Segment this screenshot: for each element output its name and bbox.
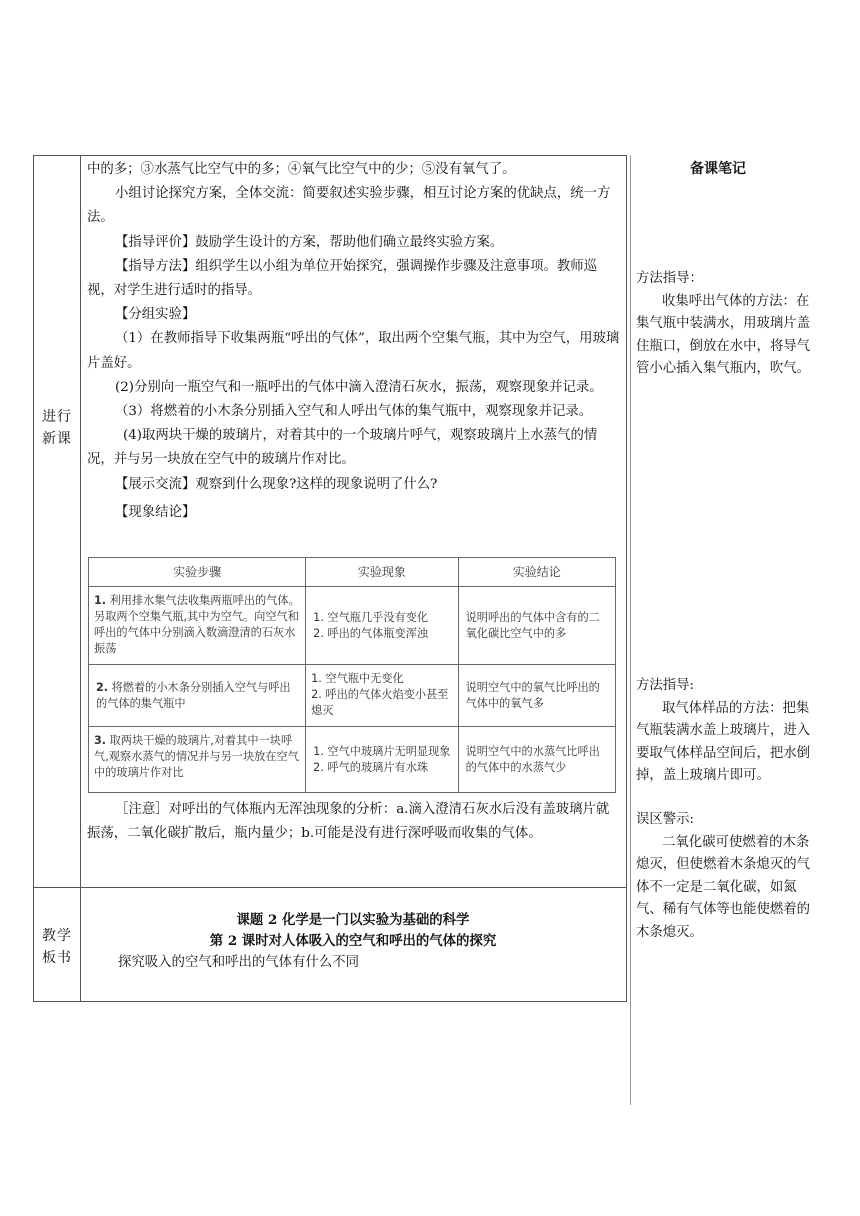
conclusion-cell: 说明空气中的氧气比呼出的气体中的氧气多 [458,665,615,727]
phenomenon-line: 2. 呼气的玻璃片有水珠 [313,760,429,774]
header-cell: 实验现象 [306,558,458,587]
side-label-line: 新课 [42,431,72,447]
paragraph: 中的多；③水蒸气比空气中的多；④氧气比空气中的少；⑤没有氧气了。 [87,162,516,177]
step-text: 利用排水集气法收集两瓶呼出的气体。另取两个空集气瓶,其中为空气。向空气和呼出的气体中分别滴入数滴澄清的石灰水振荡 [94,594,300,655]
step-number: 2. [96,680,109,694]
step-cell [89,587,306,665]
header-cell: 实验步骤 [89,558,306,587]
step-text: 将燃着的小木条分别插入空气与呼出的气体的集气瓶中 [96,680,291,710]
step-number: 3. [94,734,107,747]
table-row [89,665,616,727]
method-note-2 [636,675,822,788]
phenomenon-cell [306,587,458,665]
step-number: 1. [94,594,107,607]
warning-note [636,809,822,945]
side-label-line: 进行 [42,409,72,425]
header-cell: 实验结论 [458,558,615,587]
notes-divider [630,155,631,1105]
note-body: 取气体样品的方法：把集气瓶装满水盖上玻璃片，进入要取气体样品空间后，把水倒掉，盖上玻璃片即可。 [636,700,811,784]
phenomenon-cell [306,665,458,727]
note-body: 收集呼出气体的方法：在集气瓶中装满水，用玻璃片盖住瓶口，倒放在水中，将导气管小心插入集气瓶内，吹气。 [636,293,811,377]
phenomenon-line: 2. 呼出的气体火焰变小甚至熄灭 [311,688,449,717]
step-cell [89,727,306,793]
note-body: 二氧化碳可使燃着的木条熄灭，但使燃着木条熄灭的气体不一定是二氧化碳，如氮气、稀有气体等也能使燃着的木条熄灭。 [636,834,811,940]
board-title: 课题 2 化学是一门以实验为基础的科学 [236,912,470,928]
notes-title: 备课笔记 [690,161,746,177]
table-row [89,727,616,793]
side-label-banshu [42,925,72,969]
side-label-line: 板书 [42,950,72,966]
board-writing [80,910,626,973]
step-cell [89,665,306,727]
lesson-content [87,158,621,525]
conclusion-cell: 说明呼出的气体中含有的二氧化碳比空气中的多 [458,587,615,665]
conclusion-cell: 说明空气中的水蒸气比呼出的气体中的水蒸气少 [458,727,615,793]
paragraph: 【指导方法】组织学生以小组为单位开始探究，强调操作步骤及注意事项。教师巡视，对学生进行适时的指导。 [87,258,598,299]
phenomenon-line: 1. 空气瓶中无变化 [311,672,404,685]
board-subtitle: 第 2 课时对人体吸入的空气和呼出的气体的探究 [209,933,497,949]
phenomenon-line: 1. 空气瓶几乎没有变化 [313,610,429,624]
experiment-table [88,557,616,793]
paragraph: 【现象结论】 [115,504,196,520]
phenomenon-line: 2. 呼出的气体瓶变浑浊 [313,626,429,640]
column-divider [80,155,81,1002]
phenomenon-line: 1. 空气中玻璃片无明显现象 [313,744,451,758]
paragraph: （3）将燃着的小木条分别插入空气和人呼出气体的集气瓶中，观察现象并记录。 [115,404,593,420]
note-heading: 方法指导： [636,271,703,286]
method-note-1 [636,268,822,381]
phenomenon-cell [306,727,458,793]
row-divider [33,887,627,888]
step-text: 取两块干燥的玻璃片,对着其中一块呼气,观察水蒸气的情况并与另一块放在空气中的玻璃片作对比 [94,734,299,779]
paragraph: 【展示交流】观察到什么现象?这样的现象说明了什么? [115,476,438,492]
analysis-note: ［注意］对呼出的气体瓶内无浑浊现象的分析：a.滴入澄清石灰水后没有盖玻璃片就振荡，二氧化碳扩散后，瓶内量少；b.可能是没有进行深呼吸而收集的气体。 [87,802,610,842]
board-line: 探究吸入的空气和呼出的气体有什么不同 [118,955,360,970]
side-label-jinxing [42,406,72,450]
paragraph: (4)取两块干燥的玻璃片，对着其中的一个玻璃片呼气，观察玻璃片上水蒸气的情况，并与另一块放在空气中的玻璃片作对比。 [87,428,598,468]
paragraph: （1）在教师指导下收集两瓶“呼出的气体”，取出两个空集气瓶，其中为空气，用玻璃片盖好。 [87,331,620,371]
note-heading: 误区警示: [636,812,695,827]
note-block [87,798,621,846]
note-heading: 方法指导: [636,678,695,693]
table-row [89,587,616,665]
paragraph: 【指导评价】鼓励学生设计的方案，帮助他们确立最终实验方案。 [115,234,504,250]
table-header-row [89,558,616,587]
paragraph: 【分组实验】 [115,307,196,323]
side-label-line: 教学 [42,928,72,944]
paragraph: 小组讨论探究方案，全体交流：简要叙述实验步骤，相互讨论方案的优缺点，统一方法。 [87,186,611,226]
paragraph: (2)分别向一瓶空气和一瓶呼出的气体中滴入澄清石灰水，振荡，观察现象并记录。 [115,379,603,395]
